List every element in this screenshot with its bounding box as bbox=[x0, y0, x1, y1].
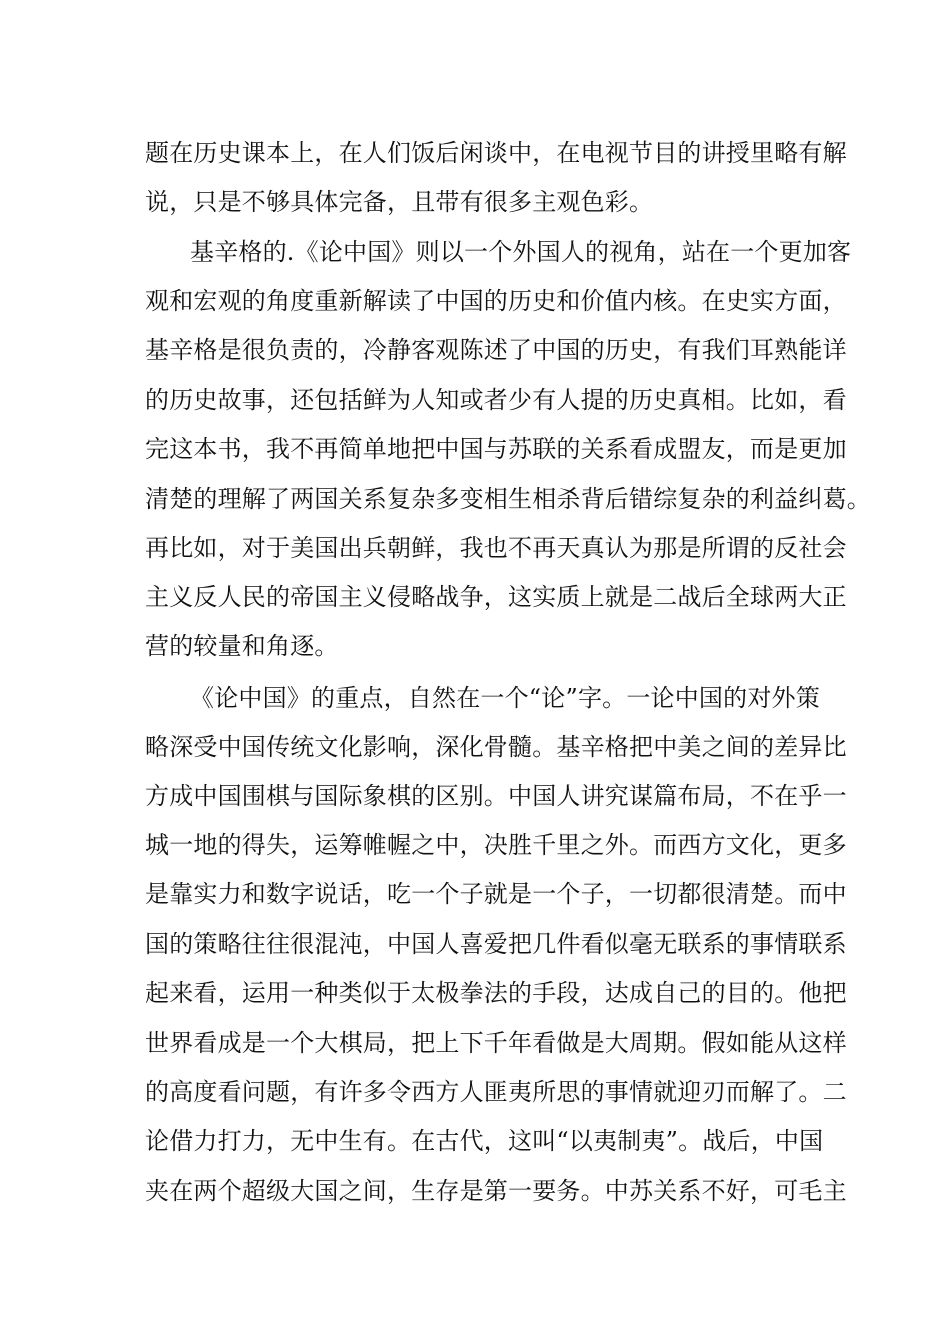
text-line: 夹在两个超级大国之间，生存是第一要务。中苏关系不好，可毛主 bbox=[145, 1177, 847, 1205]
text-line: 世界看成是一个大棋局，把上下千年看做是大周期。假如能从这样 bbox=[145, 1029, 847, 1057]
text-line: 的高度看问题，有许多令西方人匪夷所思的事情就迎刃而解了。二 bbox=[145, 1078, 847, 1106]
paragraph-first-line: 《论中国》的重点，自然在一个“论”字。一论中国的对外策 bbox=[190, 684, 820, 712]
paragraph-first-line: 基辛格的.《论中国》则以一个外国人的视角，站在一个更加客 bbox=[190, 238, 852, 266]
text-line: 营的较量和角逐。 bbox=[145, 632, 339, 660]
text-line: 说，只是不够具体完备，且带有很多主观色彩。 bbox=[145, 188, 654, 216]
text-line: 的历史故事，还包括鲜为人知或者少有人提的历史真相。比如，看 bbox=[145, 386, 847, 414]
text-line: 清楚的理解了两国关系复杂多变相生相杀背后错综复杂的利益纠葛。 bbox=[145, 485, 871, 513]
text-line: 基辛格是很负责的，冷静客观陈述了中国的历史，有我们耳熟能详 bbox=[145, 336, 847, 364]
text-line: 起来看，运用一种类似于太极拳法的手段，达成自己的目的。他把 bbox=[145, 979, 847, 1007]
text-line: 完这本书，我不再简单地把中国与苏联的关系看成盟友，而是更加 bbox=[145, 435, 847, 463]
text-line: 是靠实力和数字说话，吃一个子就是一个子，一切都很清楚。而中 bbox=[145, 880, 847, 908]
text-line: 主义反人民的帝国主义侵略战争，这实质上就是二战后全球两大正 bbox=[145, 583, 847, 611]
text-line: 城一地的得失，运筹帷幄之中，决胜千里之外。而西方文化，更多 bbox=[145, 831, 847, 859]
text-line: 观和宏观的角度重新解读了中国的历史和价值内核。在史实方面， bbox=[145, 287, 847, 315]
text-line: 方成中国围棋与国际象棋的区别。中国人讲究谋篇布局，不在乎一 bbox=[145, 782, 847, 810]
text-line: 略深受中国传统文化影响，深化骨髓。基辛格把中美之间的差异比 bbox=[145, 733, 847, 761]
text-line: 国的策略往往很混沌，中国人喜爱把几件看似毫无联系的事情联系 bbox=[145, 930, 847, 958]
text-line: 论借力打力，无中生有。在古代，这叫“以夷制夷”。战后，中国 bbox=[145, 1127, 824, 1155]
text-line: 题在历史课本上，在人们饭后闲谈中，在电视节目的讲授里略有解 bbox=[145, 139, 847, 167]
text-line: 再比如，对于美国出兵朝鲜，我也不再天真认为那是所谓的反社会 bbox=[145, 534, 847, 562]
